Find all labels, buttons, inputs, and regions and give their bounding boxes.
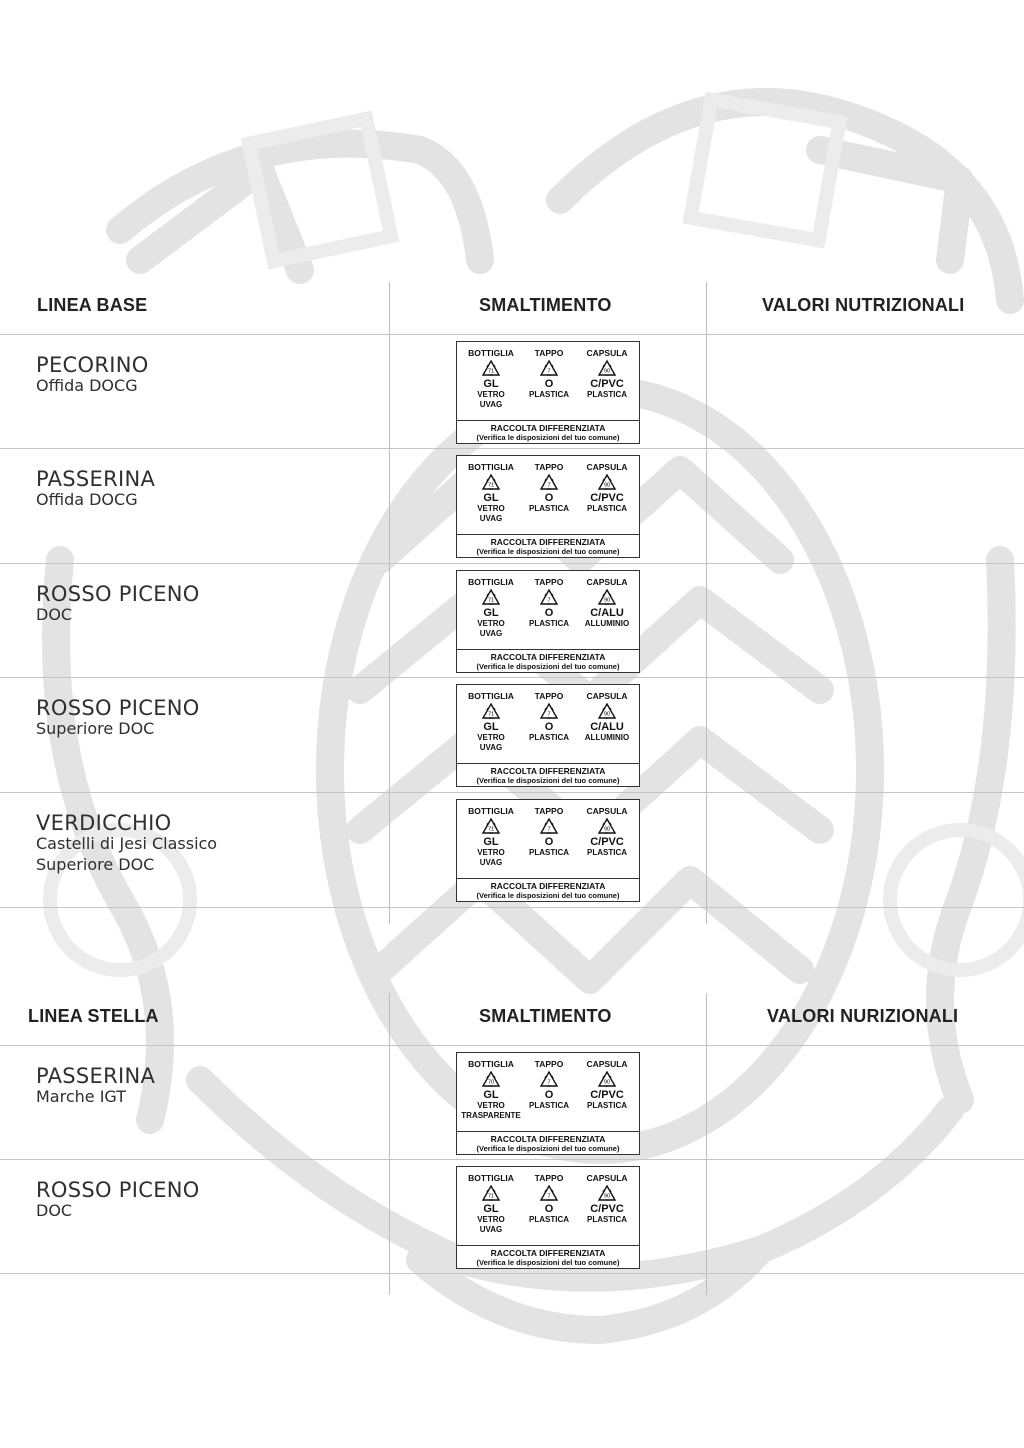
cap-column <box>519 342 579 422</box>
capsule-num: 90 <box>603 597 611 604</box>
capsule-material <box>577 733 637 743</box>
bottle-material-line: VETRO <box>477 619 505 628</box>
recycle-triangle-icon <box>597 817 617 837</box>
bottle-code: GL <box>483 1203 499 1215</box>
capsule-num: 90 <box>603 826 611 833</box>
bottle-title: BOTTIGLIA <box>468 462 514 472</box>
capsule-num: 90 <box>603 368 611 375</box>
wine-name: ROSSO PICENO <box>36 1178 200 1202</box>
cap-num: 7 <box>547 597 551 604</box>
cap-title: TAPPO <box>534 348 564 358</box>
capsule-material-line: ALLUMINIO <box>584 619 630 628</box>
cap-material <box>519 390 579 400</box>
wine-row <box>0 1160 1024 1273</box>
capsule-material <box>577 1215 637 1225</box>
wine-name: PECORINO <box>36 353 149 377</box>
cap-column <box>519 456 579 536</box>
bottle-material-line: VETRO <box>477 848 505 857</box>
bottle-title: BOTTIGLIA <box>468 348 514 358</box>
capsule-code: C/PVC <box>590 1089 624 1101</box>
bottle-material <box>461 1101 521 1120</box>
bottle-num: 71 <box>487 711 495 718</box>
recycle-triangle-icon <box>597 1070 617 1090</box>
capsule-material-line: PLASTICA <box>587 848 627 857</box>
bottle-column <box>461 1053 521 1133</box>
recycling-label <box>456 684 640 787</box>
bottle-column <box>461 800 521 880</box>
footer-note: (Verifica le disposizioni del tuo comune) <box>476 547 620 556</box>
wine-appellation-line: Superiore DOC <box>36 719 155 738</box>
bottle-num: 71 <box>487 482 495 489</box>
cap-code: O <box>544 492 554 504</box>
wine-name: VERDICCHIO <box>36 811 172 835</box>
bottle-code: GL <box>483 1089 499 1101</box>
recycle-triangle-icon <box>481 359 501 379</box>
bottle-code: GL <box>483 492 499 504</box>
recycle-triangle-icon <box>481 473 501 493</box>
cap-title: TAPPO <box>534 1173 564 1183</box>
capsule-material <box>577 390 637 400</box>
wine-row <box>0 449 1024 562</box>
cap-material-line: PLASTICA <box>529 733 569 742</box>
recycle-triangle-icon <box>539 1070 559 1090</box>
label-footer <box>457 420 639 443</box>
footer-note: (Verifica le disposizioni del tuo comune) <box>476 1258 620 1267</box>
bottle-num: 70 <box>487 1079 495 1086</box>
capsule-code: C/PVC <box>590 836 624 848</box>
capsule-code: C/PVC <box>590 1203 624 1215</box>
cap-material-line: PLASTICA <box>529 1101 569 1110</box>
bottle-material <box>461 733 521 752</box>
column-header-nutrition: VALORI NURIZIONALI <box>767 1006 959 1026</box>
capsule-title: CAPSULA <box>586 348 628 358</box>
recycle-triangle-icon <box>539 359 559 379</box>
cap-column <box>519 1167 579 1247</box>
capsule-code: C/PVC <box>590 378 624 390</box>
capsule-material <box>577 848 637 858</box>
cap-column <box>519 571 579 651</box>
cap-code: O <box>544 378 554 390</box>
capsule-column <box>577 456 637 536</box>
bottle-material <box>461 1215 521 1234</box>
column-header-nutrition: VALORI NUTRIZIONALI <box>762 295 965 315</box>
cap-material <box>519 1215 579 1225</box>
cap-material <box>519 619 579 629</box>
capsule-column <box>577 1053 637 1133</box>
column-header-disposal: SMALTIMENTO <box>479 295 612 315</box>
cap-material <box>519 733 579 743</box>
capsule-title: CAPSULA <box>586 806 628 816</box>
label-footer <box>457 649 639 672</box>
footer-note: (Verifica le disposizioni del tuo comune) <box>476 433 620 442</box>
cap-num: 7 <box>547 482 551 489</box>
capsule-material-line: PLASTICA <box>587 504 627 513</box>
capsule-code: C/ALU <box>590 607 624 619</box>
capsule-num: 90 <box>603 711 611 718</box>
cap-title: TAPPO <box>534 806 564 816</box>
cap-column <box>519 685 579 765</box>
footer-title: RACCOLTA DIFFERENZIATA <box>490 766 606 776</box>
capsule-title: CAPSULA <box>586 1059 628 1069</box>
bottle-material-line: UVAG <box>479 399 503 409</box>
bottle-material-line: UVAG <box>479 1224 503 1234</box>
capsule-code: C/PVC <box>590 492 624 504</box>
wine-appellation-line: Superiore DOC <box>36 855 155 874</box>
cap-num: 7 <box>547 1193 551 1200</box>
column-header-line: LINEA BASE <box>37 295 148 315</box>
cap-column <box>519 1053 579 1133</box>
bottle-material-line: UVAG <box>479 628 503 638</box>
recycle-triangle-icon <box>597 1184 617 1204</box>
cap-material-line: PLASTICA <box>529 1215 569 1224</box>
wine-appellation-line: DOC <box>36 1201 73 1220</box>
wine-row <box>0 793 1024 906</box>
capsule-column <box>577 685 637 765</box>
bottle-column <box>461 456 521 536</box>
recycle-triangle-icon <box>597 359 617 379</box>
bottle-material <box>461 848 521 867</box>
recycling-label <box>456 1052 640 1155</box>
capsule-column <box>577 342 637 422</box>
capsule-material <box>577 619 637 629</box>
bottle-num: 71 <box>487 1193 495 1200</box>
column-header-disposal: SMALTIMENTO <box>479 1006 612 1026</box>
cap-code: O <box>544 836 554 848</box>
bottle-code: GL <box>483 721 499 733</box>
bottle-num: 71 <box>487 597 495 604</box>
cap-title: TAPPO <box>534 462 564 472</box>
label-footer <box>457 534 639 557</box>
bottle-column <box>461 685 521 765</box>
cap-material <box>519 848 579 858</box>
wine-name: ROSSO PICENO <box>36 582 200 606</box>
recycling-label <box>456 341 640 444</box>
cap-title: TAPPO <box>534 691 564 701</box>
bottle-material <box>461 619 521 638</box>
footer-note: (Verifica le disposizioni del tuo comune) <box>476 1144 620 1153</box>
capsule-material <box>577 504 637 514</box>
cap-code: O <box>544 607 554 619</box>
bottle-num: 71 <box>487 826 495 833</box>
bottle-material <box>461 390 521 409</box>
bottle-column <box>461 571 521 651</box>
footer-title: RACCOLTA DIFFERENZIATA <box>490 652 606 662</box>
capsule-title: CAPSULA <box>586 577 628 587</box>
label-footer <box>457 1131 639 1154</box>
capsule-num: 90 <box>603 1079 611 1086</box>
bottle-title: BOTTIGLIA <box>468 806 514 816</box>
cap-material <box>519 1101 579 1111</box>
cap-column <box>519 800 579 880</box>
recycle-triangle-icon <box>481 588 501 608</box>
capsule-column <box>577 800 637 880</box>
cap-code: O <box>544 1203 554 1215</box>
bottle-material-line: VETRO <box>477 1101 505 1110</box>
bottle-title: BOTTIGLIA <box>468 577 514 587</box>
label-footer <box>457 763 639 786</box>
bottle-material-line: UVAG <box>479 857 503 867</box>
bottle-material-line: VETRO <box>477 504 505 513</box>
cap-title: TAPPO <box>534 577 564 587</box>
cap-code: O <box>544 721 554 733</box>
bottle-code: GL <box>483 836 499 848</box>
wine-appellation-line: DOC <box>36 605 73 624</box>
wine-name: ROSSO PICENO <box>36 696 200 720</box>
wine-appellation-line: Offida DOCG <box>36 376 138 395</box>
cap-material-line: PLASTICA <box>529 390 569 399</box>
cap-code: O <box>544 1089 554 1101</box>
footer-title: RACCOLTA DIFFERENZIATA <box>490 537 606 547</box>
wine-name: PASSERINA <box>36 1064 156 1088</box>
recycle-triangle-icon <box>481 1184 501 1204</box>
bottle-column <box>461 1167 521 1247</box>
cap-num: 7 <box>547 711 551 718</box>
footer-title: RACCOLTA DIFFERENZIATA <box>490 881 606 891</box>
cap-title: TAPPO <box>534 1059 564 1069</box>
bottle-material-line: TRASPARENTE <box>461 1110 521 1120</box>
recycle-triangle-icon <box>539 473 559 493</box>
recycle-triangle-icon <box>481 1070 501 1090</box>
cap-material-line: PLASTICA <box>529 619 569 628</box>
recycle-triangle-icon <box>597 473 617 493</box>
bottle-num: 71 <box>487 368 495 375</box>
capsule-num: 90 <box>603 482 611 489</box>
cap-num: 7 <box>547 1079 551 1086</box>
recycle-triangle-icon <box>481 817 501 837</box>
cap-num: 7 <box>547 368 551 375</box>
label-footer <box>457 878 639 901</box>
footer-title: RACCOLTA DIFFERENZIATA <box>490 1248 606 1258</box>
capsule-column <box>577 1167 637 1247</box>
capsule-title: CAPSULA <box>586 462 628 472</box>
bottle-code: GL <box>483 607 499 619</box>
footer-note: (Verifica le disposizioni del tuo comune) <box>476 776 620 785</box>
wine-appellation-line: Marche IGT <box>36 1087 127 1106</box>
recycle-triangle-icon <box>539 817 559 837</box>
capsule-num: 90 <box>603 1193 611 1200</box>
recycling-label <box>456 1166 640 1269</box>
capsule-code: C/ALU <box>590 721 624 733</box>
bottle-material-line: UVAG <box>479 513 503 523</box>
recycling-label <box>456 570 640 673</box>
wine-row <box>0 335 1024 448</box>
footer-note: (Verifica le disposizioni del tuo comune) <box>476 662 620 671</box>
bottle-column <box>461 342 521 422</box>
label-footer <box>457 1245 639 1268</box>
wine-row <box>0 678 1024 791</box>
bottle-title: BOTTIGLIA <box>468 1059 514 1069</box>
capsule-material-line: PLASTICA <box>587 390 627 399</box>
recycle-triangle-icon <box>597 702 617 722</box>
cap-material-line: PLASTICA <box>529 504 569 513</box>
bottle-code: GL <box>483 378 499 390</box>
capsule-material-line: PLASTICA <box>587 1101 627 1110</box>
bottle-title: BOTTIGLIA <box>468 691 514 701</box>
capsule-title: CAPSULA <box>586 691 628 701</box>
capsule-title: CAPSULA <box>586 1173 628 1183</box>
recycle-triangle-icon <box>539 1184 559 1204</box>
recycle-triangle-icon <box>481 702 501 722</box>
bottle-material-line: VETRO <box>477 733 505 742</box>
recycle-triangle-icon <box>539 588 559 608</box>
capsule-material <box>577 1101 637 1111</box>
capsule-material-line: ALLUMINIO <box>584 733 630 742</box>
wine-appellation-line: Castelli di Jesi Classico <box>36 834 218 853</box>
cap-num: 7 <box>547 826 551 833</box>
footer-title: RACCOLTA DIFFERENZIATA <box>490 423 606 433</box>
bottle-material-line: UVAG <box>479 742 503 752</box>
recycle-triangle-icon <box>597 588 617 608</box>
cap-material <box>519 504 579 514</box>
footer-title: RACCOLTA DIFFERENZIATA <box>490 1134 606 1144</box>
recycle-triangle-icon <box>539 702 559 722</box>
capsule-column <box>577 571 637 651</box>
recycling-label <box>456 455 640 558</box>
cap-material-line: PLASTICA <box>529 848 569 857</box>
wine-row <box>0 1046 1024 1159</box>
recycling-label <box>456 799 640 902</box>
wine-appellation-line: Offida DOCG <box>36 490 138 509</box>
bottle-material-line: VETRO <box>477 390 505 399</box>
wine-name: PASSERINA <box>36 467 156 491</box>
bottle-material-line: VETRO <box>477 1215 505 1224</box>
wine-row <box>0 564 1024 677</box>
footer-note: (Verifica le disposizioni del tuo comune) <box>476 891 620 900</box>
capsule-material-line: PLASTICA <box>587 1215 627 1224</box>
column-header-line: LINEA STELLA <box>28 1006 159 1026</box>
bottle-material <box>461 504 521 523</box>
bottle-title: BOTTIGLIA <box>468 1173 514 1183</box>
